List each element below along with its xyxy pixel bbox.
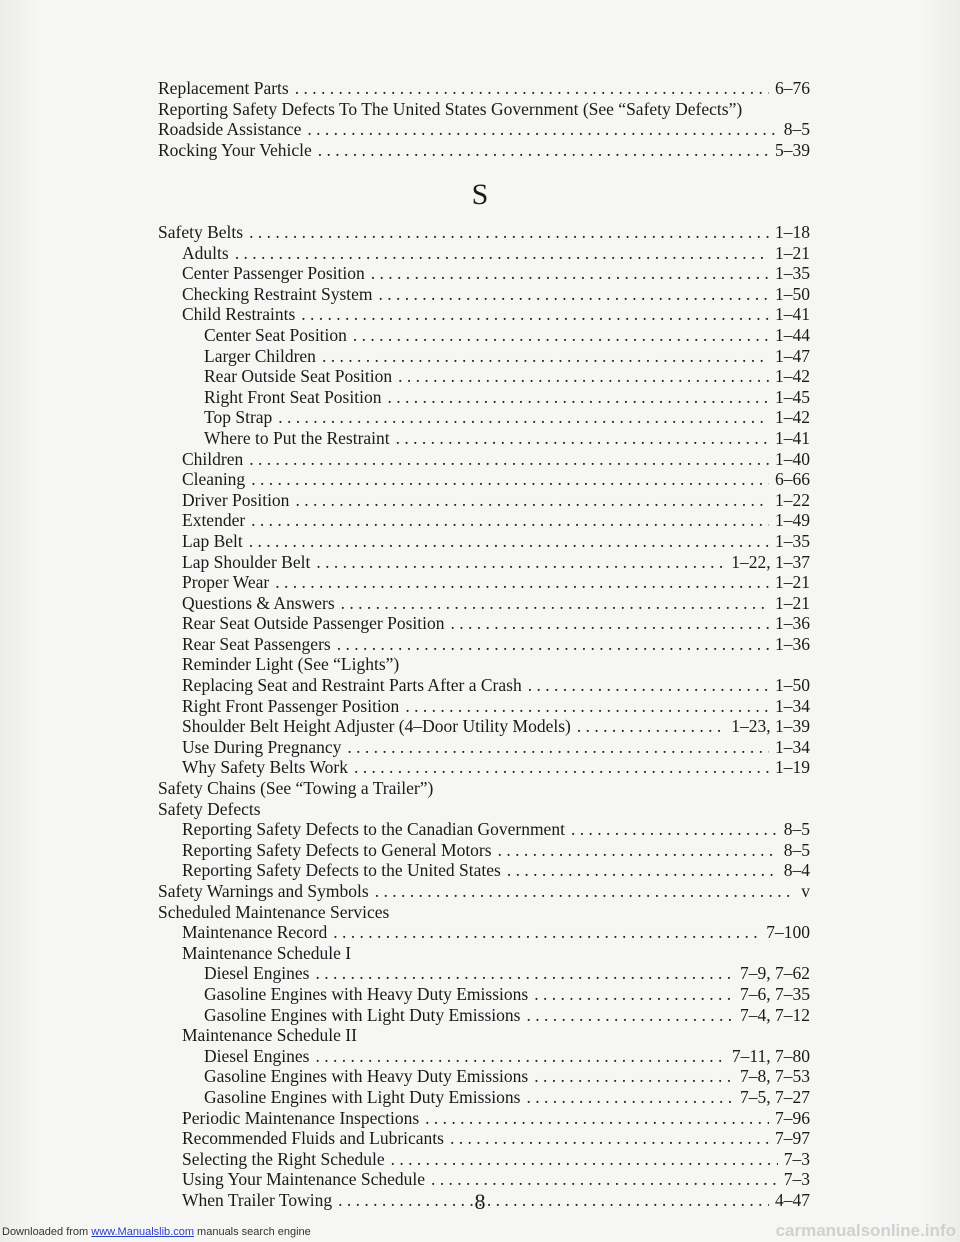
entry-label: Recommended Fluids and Lubricants (182, 1128, 444, 1149)
entry-page-ref: 8–5 (783, 819, 810, 840)
index-entry (158, 1087, 810, 1108)
entry-label: Why Safety Belts Work (182, 757, 348, 778)
index-entry (158, 428, 810, 449)
entry-page-ref: 1–34 (775, 736, 810, 757)
entry-page-ref: 7–5, 7–27 (740, 1086, 810, 1107)
dot-leader (528, 675, 769, 696)
entry-label: Maintenance Schedule II (182, 1025, 357, 1046)
entry-page-ref: 1–50 (775, 283, 810, 304)
dot-leader (251, 510, 769, 531)
dot-leader (249, 531, 769, 552)
index-entry (158, 1108, 810, 1129)
dot-leader (507, 860, 778, 881)
entry-label: Diesel Engines (204, 963, 310, 984)
index-entry (158, 696, 810, 717)
entry-page-ref: 1–41 (775, 304, 810, 325)
entry-label: Safety Warnings and Symbols (158, 881, 369, 901)
dot-leader (387, 387, 769, 408)
index-entry (158, 716, 810, 737)
entry-page-ref: 7–96 (775, 1107, 810, 1128)
entry-page-ref: 7–9, 7–62 (740, 963, 810, 984)
entry-label: Diesel Engines (204, 1045, 310, 1066)
dot-leader (450, 1128, 769, 1149)
entry-label: Child Restraints (182, 304, 296, 325)
index-entry (158, 243, 810, 264)
dot-leader (333, 922, 760, 943)
entry-page-ref: 1–21 (775, 242, 810, 263)
index-entry (158, 304, 810, 325)
entry-page-ref: 7–100 (766, 922, 810, 943)
entry-label: Lap Shoulder Belt (182, 551, 311, 572)
entry-label: Right Front Passenger Position (182, 695, 400, 716)
dot-leader (571, 819, 778, 840)
index-entry (158, 387, 810, 408)
entry-page-ref: 1–42 (775, 366, 810, 387)
entry-label: Cleaning (182, 469, 246, 490)
entry-label: Safety Belts (158, 222, 244, 242)
index-entry (158, 510, 810, 531)
entry-page-ref: 7–4, 7–12 (740, 1004, 810, 1025)
dot-leader (431, 1169, 778, 1190)
dot-leader (341, 593, 769, 614)
index-entry (158, 325, 810, 346)
index-entry (158, 799, 810, 820)
dot-leader (337, 634, 769, 655)
index-s-entries (158, 222, 810, 1211)
entry-label: Replacing Seat and Restraint Parts After a Crash (182, 675, 522, 696)
entry-label: Use During Pregnancy (182, 736, 342, 757)
entry-page-ref: 6–76 (775, 78, 810, 98)
entry-label: Rocking Your Vehicle (158, 139, 312, 160)
entry-label: Center Seat Position (204, 324, 347, 345)
entry-page-ref: 8–5 (783, 119, 810, 140)
entry-label: Gasoline Engines with Light Duty Emissions (204, 1004, 521, 1025)
entry-page-ref: 7–97 (775, 1128, 810, 1149)
index-entry (158, 99, 810, 120)
index-entry (158, 943, 810, 964)
dot-leader (391, 1149, 778, 1170)
entry-label: Reporting Safety Defects to General Motors (182, 839, 492, 860)
dot-leader (278, 407, 769, 428)
index-entry (158, 407, 810, 428)
entry-page-ref: 1–22 (775, 489, 810, 510)
dot-leader (425, 1108, 769, 1129)
index-entry (158, 346, 810, 367)
entry-label: Selecting the Right Schedule (182, 1148, 385, 1169)
dot-leader (450, 613, 769, 634)
dot-leader (318, 140, 769, 161)
index-entry (158, 778, 810, 799)
index-entry (158, 881, 810, 902)
index-entry (158, 572, 810, 593)
entry-page-ref: 1–42 (775, 407, 810, 428)
entry-page-ref: 1–19 (775, 757, 810, 778)
index-entry (158, 1025, 810, 1046)
index-entry (158, 757, 810, 778)
dot-leader (235, 243, 769, 264)
entry-page-ref: 1–45 (775, 386, 810, 407)
entry-label: Periodic Maintenance Inspections (182, 1107, 420, 1128)
dot-leader (396, 428, 769, 449)
index-entry (158, 613, 810, 634)
dot-leader (398, 366, 769, 387)
dot-leader (295, 78, 769, 99)
entry-label: Proper Wear (182, 572, 270, 593)
entry-label: Shoulder Belt Height Adjuster (4–Door Utility Models) (182, 716, 571, 737)
index-entry (158, 1005, 810, 1026)
entry-label: Lap Belt (182, 530, 243, 551)
dot-leader (577, 716, 725, 737)
dot-leader (295, 490, 769, 511)
entry-page-ref: 7–11, 7–80 (731, 1045, 810, 1066)
dot-leader (371, 263, 769, 284)
entry-page-ref: 1–36 (775, 633, 810, 654)
entry-label: Top Strap (204, 407, 273, 428)
entry-label: Adults (182, 242, 229, 263)
dot-leader (316, 552, 725, 573)
entry-label: Larger Children (204, 345, 316, 366)
entry-page-ref: 1–49 (775, 510, 810, 531)
dot-leader (534, 1066, 734, 1087)
entry-page-ref: 1–41 (775, 427, 810, 448)
index-top-entries (158, 78, 810, 160)
dot-leader (347, 737, 769, 758)
index-entry (158, 490, 810, 511)
index-entry (158, 922, 810, 943)
entry-page-ref: 1–36 (775, 613, 810, 634)
entry-label: Safety Chains (See “Towing a Trailer”) (158, 778, 434, 799)
entry-label: Children (182, 448, 244, 469)
dot-leader (251, 469, 769, 490)
entry-label: Checking Restraint System (182, 283, 373, 304)
entry-label: Rear Seat Passengers (182, 633, 331, 654)
index-entry (158, 78, 810, 99)
entry-label: Reminder Light (See “Lights”) (182, 654, 400, 675)
dot-leader (354, 757, 769, 778)
entry-page-ref: 1–40 (775, 448, 810, 469)
page-number: 8 (474, 1189, 486, 1214)
entry-page-ref: v (801, 881, 810, 901)
index-entry (158, 675, 810, 696)
section-letter: S (471, 178, 489, 211)
index-entry (158, 984, 810, 1005)
entry-page-ref: 7–3 (783, 1169, 810, 1190)
entry-page-ref: 1–35 (775, 263, 810, 284)
index-entry (158, 634, 810, 655)
entry-label: Using Your Maintenance Schedule (182, 1169, 426, 1190)
entry-page-ref: 1–47 (775, 345, 810, 366)
index-entry (158, 654, 810, 675)
entry-label: Right Front Seat Position (204, 386, 382, 407)
index-entry (158, 284, 810, 305)
index-entry (158, 552, 810, 573)
entry-page-ref: 6–66 (775, 469, 810, 490)
entry-label: Roadside Assistance (158, 119, 302, 140)
index-entry (158, 1149, 810, 1170)
entry-page-ref: 1–44 (775, 324, 810, 345)
download-watermark (2, 1226, 311, 1238)
dot-leader (353, 325, 769, 346)
entry-label: Where to Put the Restraint (204, 427, 390, 448)
entry-page-ref: 1–22, 1–37 (731, 551, 810, 572)
index-entry (158, 840, 810, 861)
index-entry (158, 119, 810, 140)
entry-page-ref: 1–50 (775, 675, 810, 696)
entry-page-ref: 1–21 (775, 592, 810, 613)
watermark-prefix: Downloaded from (2, 1226, 89, 1238)
index-entry (158, 1066, 810, 1087)
entry-label: Gasoline Engines with Heavy Duty Emissions (204, 983, 529, 1004)
entry-page-ref: 1–34 (775, 695, 810, 716)
entry-label: Safety Defects (158, 798, 261, 819)
dot-leader (375, 881, 796, 902)
entry-label: Center Passenger Position (182, 263, 365, 284)
manualslib-link[interactable]: www.Manualslib.com (91, 1226, 194, 1238)
index-entry (158, 469, 810, 490)
entry-label: Questions & Answers (182, 592, 335, 613)
dot-leader (379, 284, 769, 305)
entry-label: Reporting Safety Defects to the United States (182, 860, 501, 881)
entry-label: Extender (182, 510, 246, 531)
entry-page-ref: 7–6, 7–35 (740, 983, 810, 1004)
dot-leader (315, 963, 734, 984)
dot-leader (301, 304, 769, 325)
index-entry (158, 860, 810, 881)
dot-leader (498, 840, 778, 861)
entry-label: Gasoline Engines with Heavy Duty Emissions (204, 1066, 529, 1087)
entry-label: When Trailer Towing (182, 1189, 333, 1210)
entry-label: Maintenance Record (182, 922, 328, 943)
dot-leader (526, 1005, 734, 1026)
entry-label: Rear Seat Outside Passenger Position (182, 613, 445, 634)
index-entry (158, 1128, 810, 1149)
index-entry (158, 531, 810, 552)
entry-label: Driver Position (182, 489, 290, 510)
entry-label: Scheduled Maintenance Services (158, 901, 390, 922)
index-entry (158, 366, 810, 387)
entry-page-ref: 7–3 (783, 1148, 810, 1169)
entry-page-ref: 8–4 (783, 860, 810, 881)
dot-leader (307, 119, 777, 140)
dot-leader (249, 222, 769, 243)
dot-leader (534, 984, 734, 1005)
entry-label: Maintenance Schedule I (182, 942, 352, 963)
entry-page-ref: 1–18 (775, 222, 810, 242)
entry-label: Replacement Parts (158, 78, 289, 98)
entry-page-ref: 4–47 (775, 1189, 810, 1210)
entry-label: Gasoline Engines with Light Duty Emissions (204, 1086, 521, 1107)
dot-leader (322, 346, 769, 367)
index-entry (158, 449, 810, 470)
index-entry (158, 263, 810, 284)
entry-page-ref: 7–8, 7–53 (740, 1066, 810, 1087)
index-entry (158, 140, 810, 161)
index-entry (158, 819, 810, 840)
site-watermark: carmanualsonline.info (775, 1221, 956, 1240)
index-entry (158, 1046, 810, 1067)
entry-page-ref: 1–21 (775, 572, 810, 593)
entry-label: Rear Outside Seat Position (204, 366, 393, 387)
index-entry (158, 963, 810, 984)
entry-label: Reporting Safety Defects to the Canadian Government (182, 819, 565, 840)
index-entry (158, 737, 810, 758)
index-entry (158, 902, 810, 923)
entry-page-ref: 1–23, 1–39 (731, 716, 810, 737)
dot-leader (315, 1046, 725, 1067)
entry-page-ref: 5–39 (775, 139, 810, 160)
entry-label: Reporting Safety Defects To The United States Government (See “Safety Defects”) (158, 98, 743, 119)
dot-leader (249, 449, 769, 470)
dot-leader (405, 696, 769, 717)
dot-leader (275, 572, 769, 593)
index-entry (158, 1169, 810, 1190)
index-entry (158, 222, 810, 243)
index-entry (158, 593, 810, 614)
entry-page-ref: 8–5 (783, 839, 810, 860)
watermark-suffix: manuals search engine (197, 1226, 311, 1238)
entry-page-ref: 1–35 (775, 530, 810, 551)
dot-leader (526, 1087, 734, 1108)
